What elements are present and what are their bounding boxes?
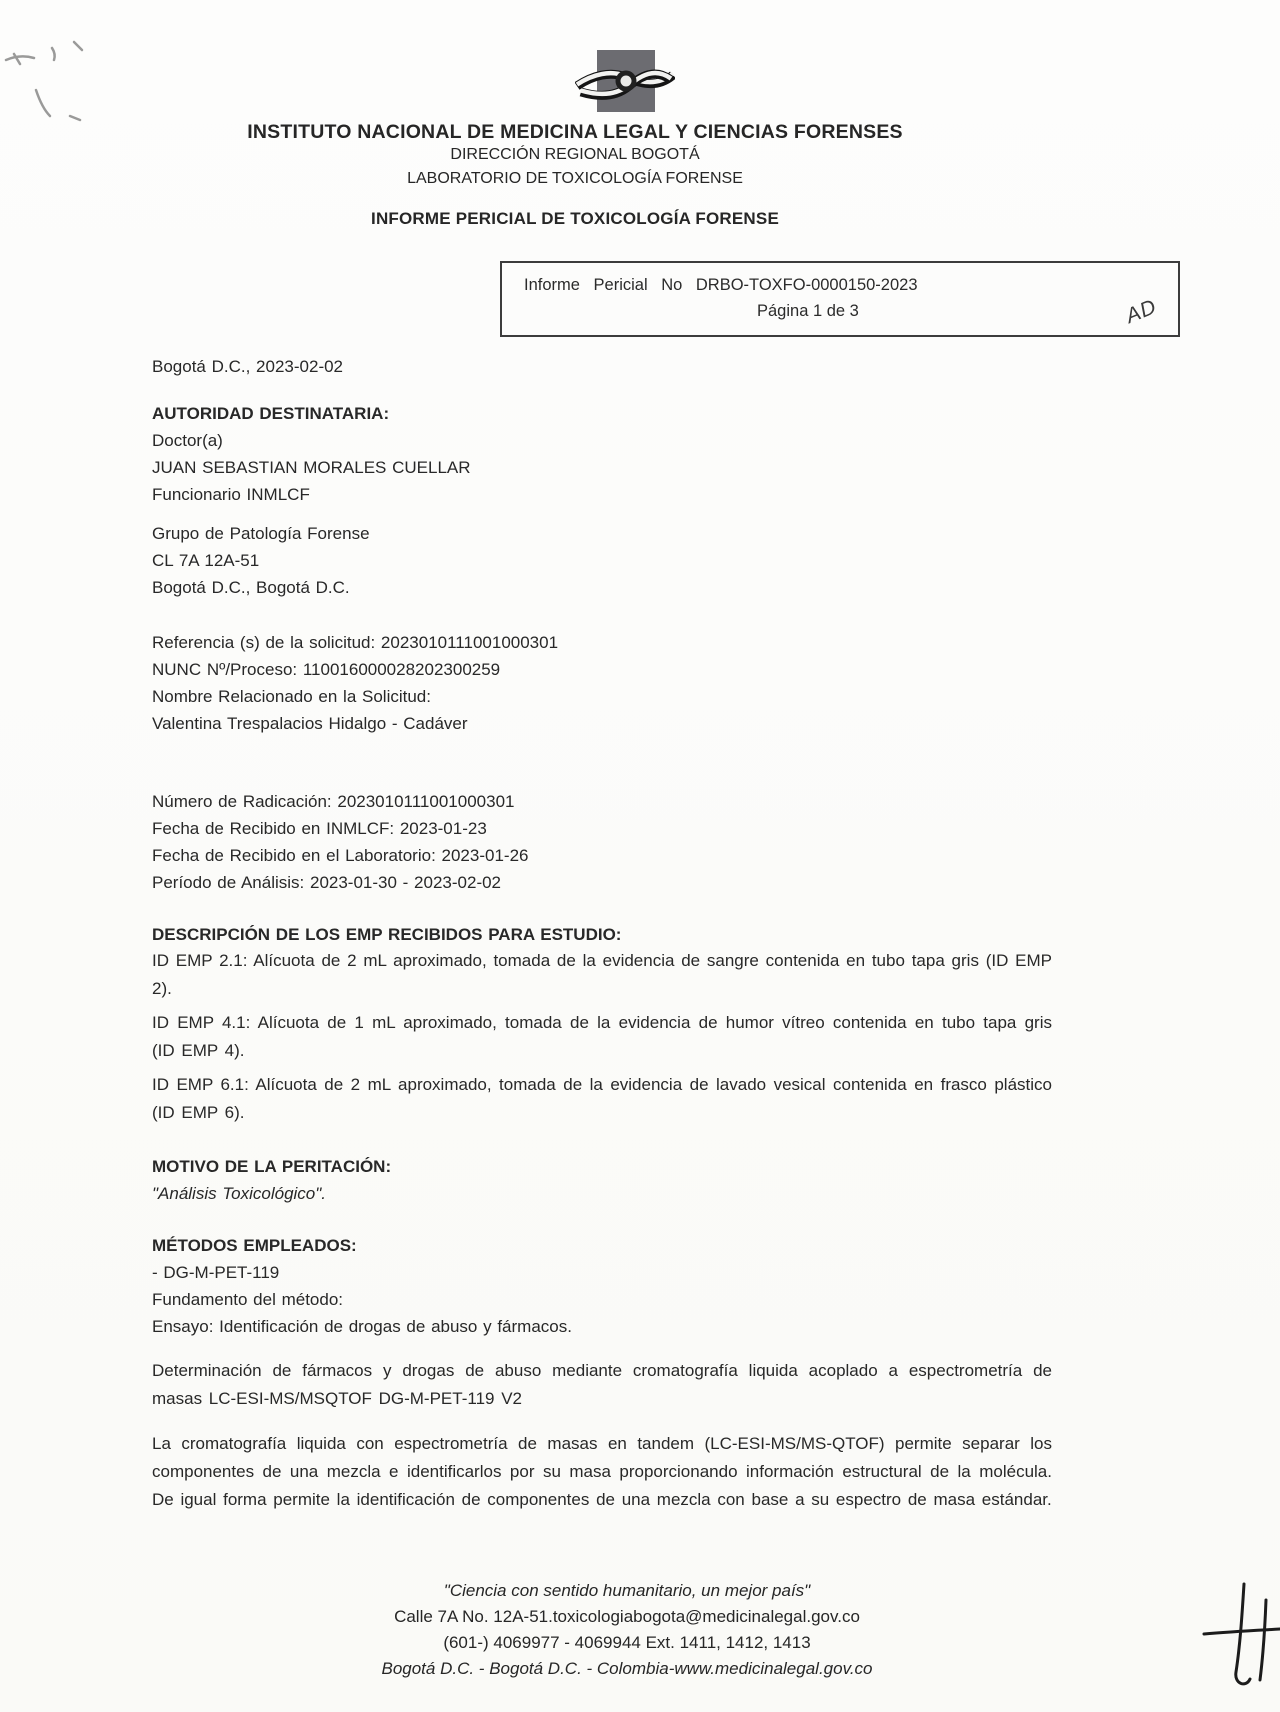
recipient-role: Funcionario INMLCF: [152, 485, 310, 504]
address-street: CL 7A 12A-51: [152, 551, 260, 570]
letter-body: [152, 353, 1052, 1514]
radicacion-number-line: Número de Radicación: 2023010111001000301: [152, 792, 515, 811]
document-footer: [152, 1578, 1102, 1682]
recipient-name: JUAN SEBASTIAN MORALES CUELLAR: [152, 458, 471, 477]
metodo-code-line: - DG-M-PET-119: [152, 1263, 280, 1282]
address-city: Bogotá D.C., Bogotá D.C.: [152, 578, 350, 597]
motivo-body: "Análisis Toxicológico".: [152, 1184, 327, 1203]
date-line: Bogotá D.C., 2023-02-02: [152, 357, 344, 376]
related-name-label: Nombre Relacionado en la Solicitud:: [152, 687, 431, 706]
report-title: INFORME PERICIAL DE TOXICOLOGÍA FORENSE: [371, 209, 779, 228]
related-name-value: Valentina Trespalacios Hidalgo - Cadáver: [152, 714, 468, 733]
handwritten-annotation: AD: [1122, 295, 1161, 329]
handwritten-signature-mark: [1196, 1576, 1280, 1706]
method-description-paragraph: Determinación de fármacos y drogas de abuso mediante cromatografía liquida acoplado a espectrometría de masas LC-ESI-MS/MSQTOF DG-M-PET-119 V2: [152, 1361, 1052, 1408]
report-number-line: Informe Pericial No DRBO-TOXFO-0000150-2023: [524, 276, 918, 294]
emp-item-paragraph: ID EMP 2.1: Alícuota de 2 mL aproximado, tomada de la evidencia de sangre contenida en tubo tapa gris (ID EMP 2).: [152, 951, 1052, 998]
laboratory-name: LABORATORIO DE TOXICOLOGÍA FORENSE: [407, 170, 743, 187]
method-explanation-paragraph: La cromatografía liquida con espectrometría de masas en tandem (LC-ESI-MS/MS-QTOF) permite separar los componentes de una mezcla e identificarlos por su masa proporcionando información estructural de la molécula. De igual forma permite la identificación de componentes de una mezcla con base a su espectro de masa estándar.: [152, 1434, 1052, 1509]
page-indicator: Página 1 de 3: [757, 302, 859, 320]
emp-item-paragraph: ID EMP 6.1: Alícuota de 2 mL aproximado, tomada de la evidencia de lavado vesical contenida en frasco plástico (ID EMP 6).: [152, 1075, 1052, 1122]
inmlcf-logo-icon: [575, 48, 675, 114]
motivo-heading: MOTIVO DE LA PERITACIÓN:: [152, 1157, 392, 1176]
emp-item-paragraph: ID EMP 4.1: Alícuota de 1 mL aproximado, tomada de la evidencia de humor vítreo contenida en tubo tapa gris (ID EMP 4).: [152, 1013, 1052, 1060]
regional-direction: DIRECCIÓN REGIONAL BOGOTÁ: [450, 146, 700, 163]
footer-phone: (601-) 4069977 - 4069944 Ext. 1411, 1412, 1413: [443, 1633, 811, 1652]
report-number-box: [500, 261, 1180, 337]
scan-noise: [0, 0, 2, 2]
received-lab-line: Fecha de Recibido en el Laboratorio: 2023-01-26: [152, 846, 529, 865]
address-group: Grupo de Patología Forense: [152, 524, 370, 543]
recipient-title: Doctor(a): [152, 431, 223, 450]
received-inmlcf-line: Fecha de Recibido en INMLCF: 2023-01-23: [152, 819, 487, 838]
authority-heading: AUTORIDAD DESTINATARIA:: [152, 404, 390, 423]
reference-line: Referencia (s) de la solicitud: 2023010111001000301: [152, 633, 559, 652]
document-header: [65, 121, 1085, 229]
footer-slogan: "Ciencia con sentido humanitario, un mejor país": [443, 1581, 811, 1600]
analysis-period-line: Período de Análisis: 2023-01-30 - 2023-02-02: [152, 873, 502, 892]
nunc-line: NUNC Nº/Proceso: 110016000028202300259: [152, 660, 501, 679]
metodo-ensayo-line: Ensayo: Identificación de drogas de abuso y fármacos.: [152, 1317, 572, 1336]
org-name: INSTITUTO NACIONAL DE MEDICINA LEGAL Y CIENCIAS FORENSES: [247, 121, 903, 143]
footer-address-email: Calle 7A No. 12A-51.toxicologiabogota@medicinalegal.gov.co: [394, 1607, 860, 1626]
emp-section-heading: DESCRIPCIÓN DE LOS EMP RECIBIDOS PARA ESTUDIO:: [152, 925, 622, 944]
footer-city-web: Bogotá D.C. - Bogotá D.C. - Colombia-www.medicinalegal.gov.co: [381, 1659, 873, 1678]
metodos-heading: MÉTODOS EMPLEADOS:: [152, 1236, 357, 1255]
metodo-fundamento-line: Fundamento del método:: [152, 1290, 344, 1309]
